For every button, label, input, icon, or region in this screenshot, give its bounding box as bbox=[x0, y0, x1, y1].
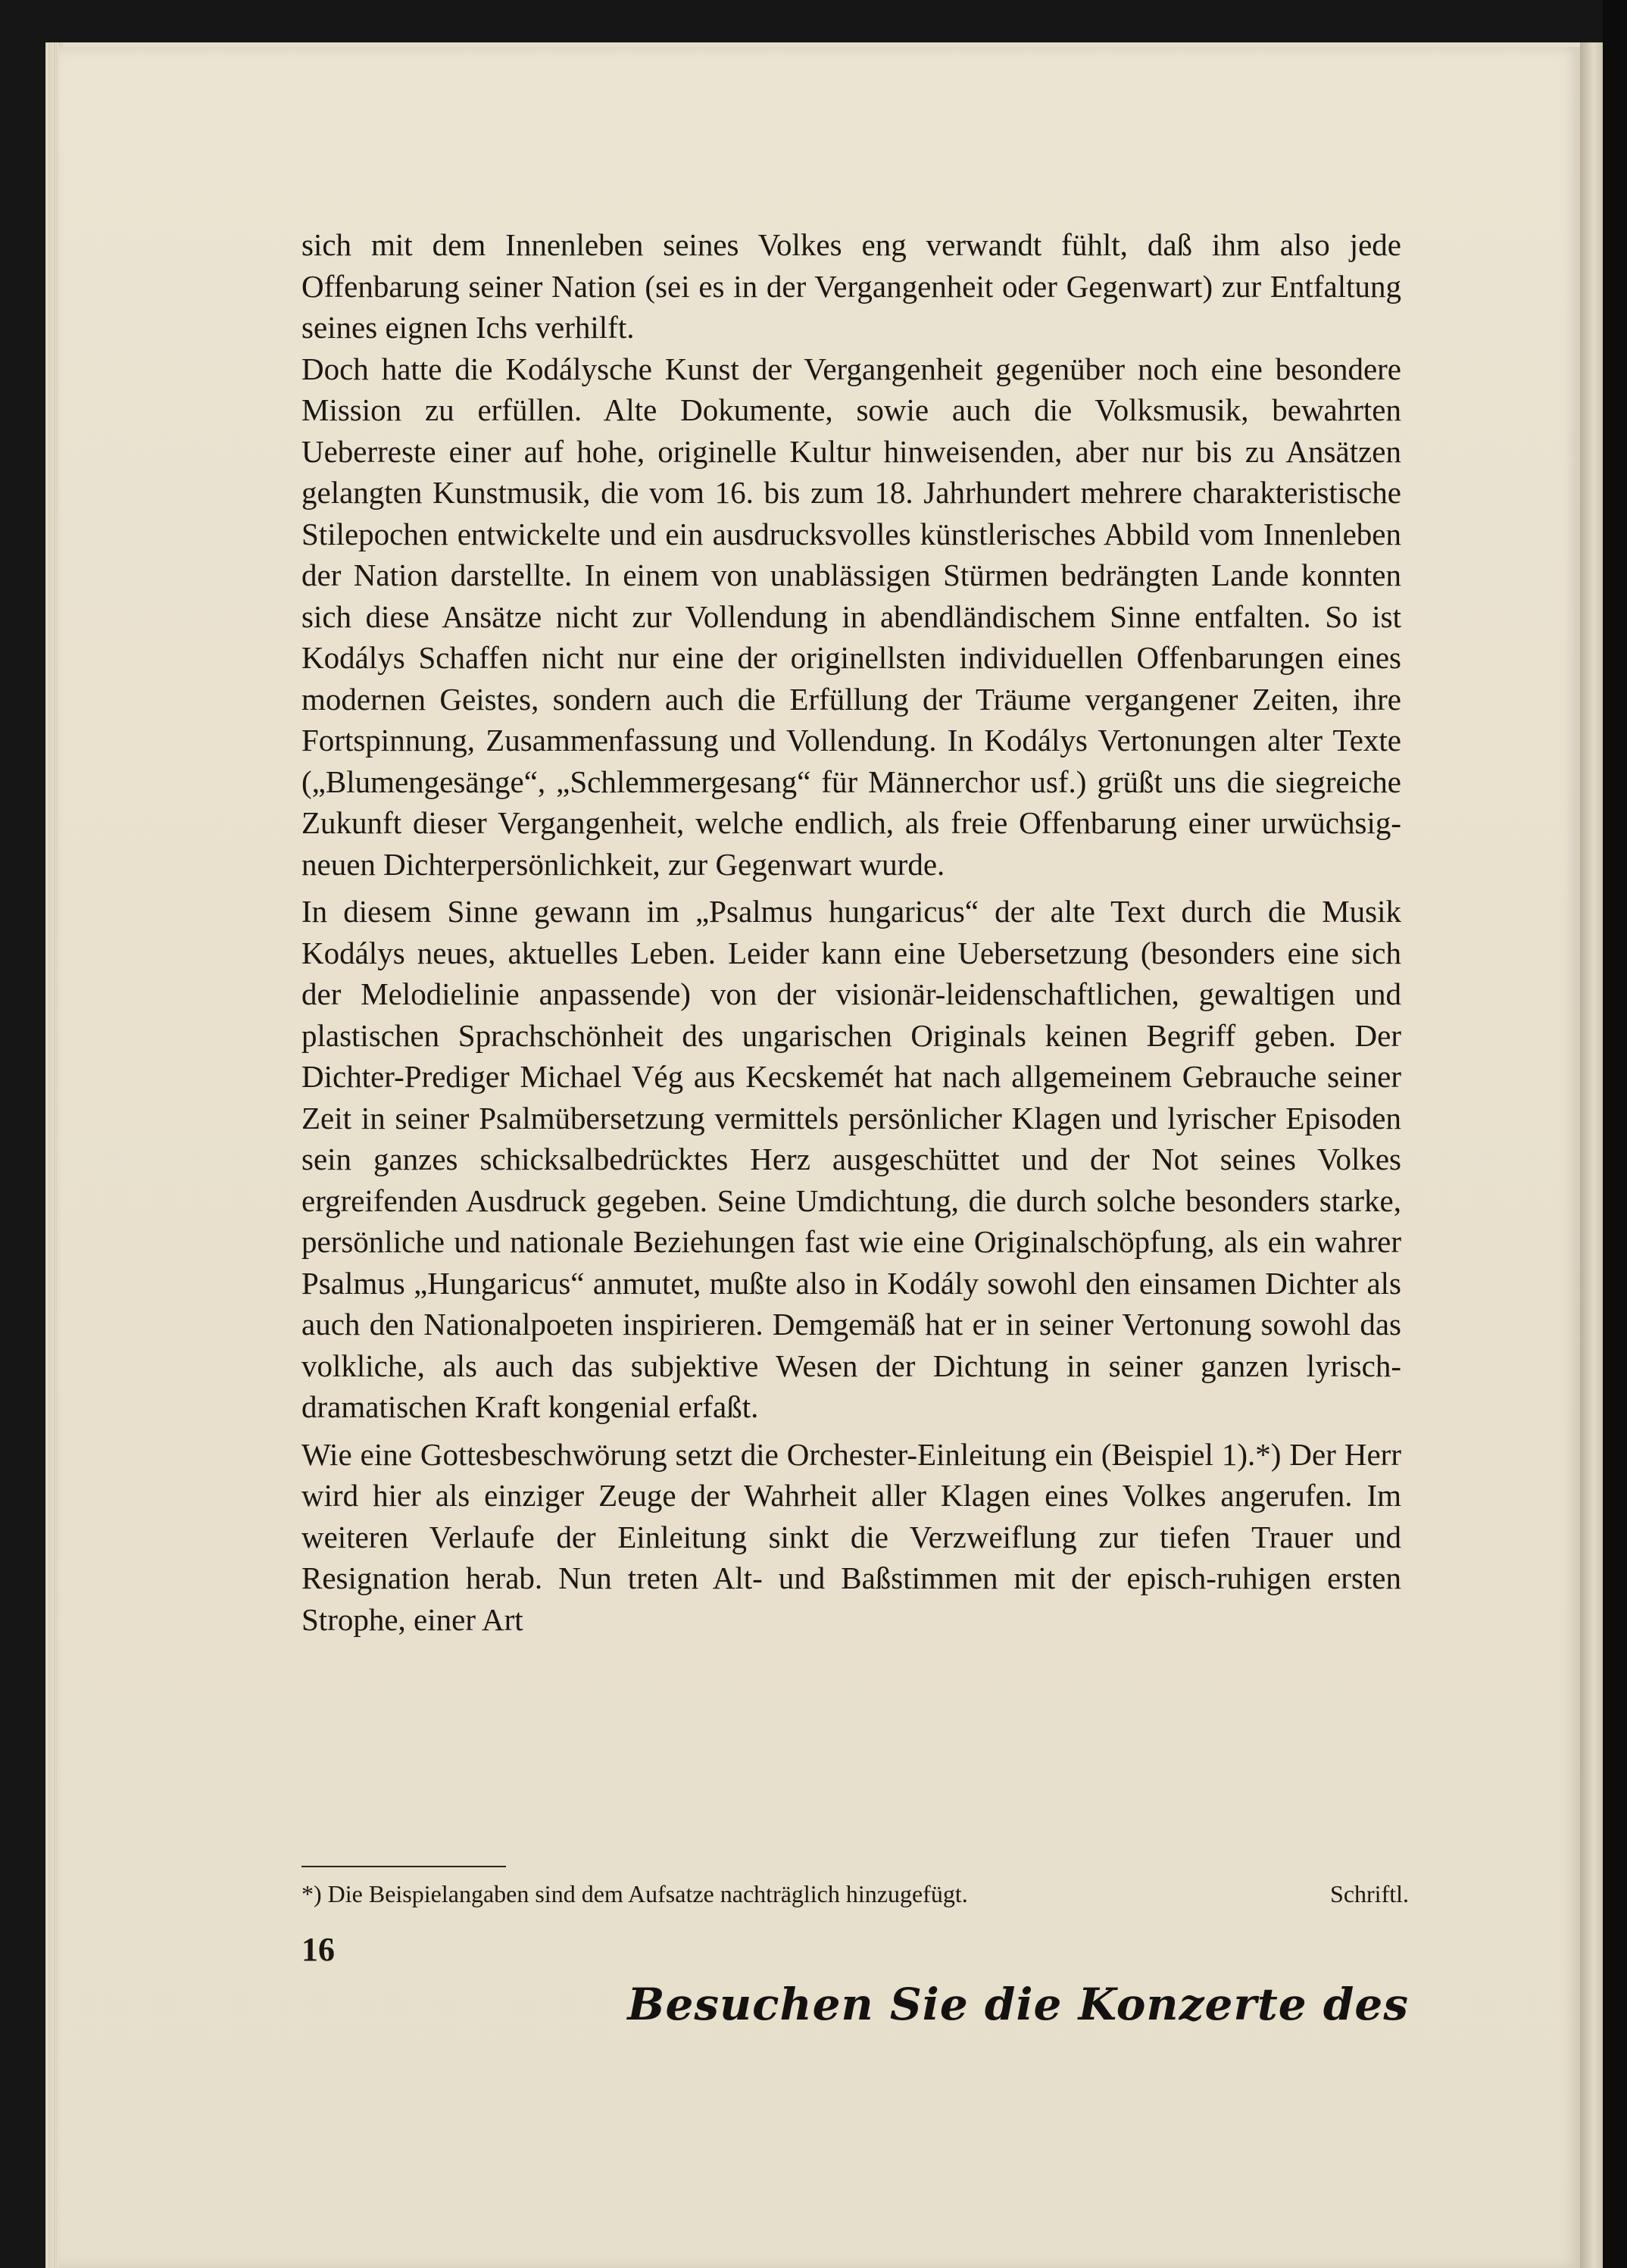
page-number: 16 bbox=[301, 1931, 335, 1968]
paragraph-3: In diesem Sinne gewann im „Psalmus hungaricus“ der alte Text durch die Musik Kodálys neues, aktuelles Leben. Leider kann eine Uebersetzung (besonders eine sich der Melodielinie anpassende) von der visionär-leidenschaftlichen, gewaltigen und plastischen Sprachschönheit des ungarischen Originals keinen Begriff geben. Der Dichter-Prediger Michael Vég aus Kecskemét hat nach allgemeinem Gebrauche seiner Zeit in seiner Psalmübersetzung vermittels persönlicher Klagen und lyrischer Episoden sein ganzes schicksalbedrücktes Herz ausgeschüttet und der Not seines Volkes ergreifenden Ausdruck gegeben. Seine Umdichtung, die durch solche besonders starke, persönliche und nationale Beziehungen fast wie eine Originalschöpfung, als ein wahrer Psalmus „Hungaricus“ anmutet, mußte also in Kodály sowohl den einsamen Dichter als auch den Nationalpoeten inspirieren. Demgemäß hat er in seiner Vertonung sowohl das volkliche, als auch das subjektive Wesen der Dichtung in seiner ganzen lyrisch-dramatischen Kraft kongenial erfaßt. bbox=[301, 894, 1401, 1424]
footnote bbox=[301, 1877, 1409, 1910]
scan-background bbox=[1603, 0, 1627, 2268]
next-page-edge bbox=[1580, 42, 1603, 2268]
advertisement-line: Besuchen Sie die Konzerte des bbox=[627, 1979, 1409, 2030]
footnote-signature: Schriftl. bbox=[1330, 1880, 1409, 1907]
footnote-rule bbox=[301, 1866, 506, 1867]
paragraph-4: Wie eine Gottesbeschwörung setzt die Orchester-Einleitung ein (Beispiel 1).*) Der Herr wird hier als einziger Zeuge der Wahrheit aller Klagen eines Volkes angerufen. Im weiteren Verlaufe der Einleitung sinkt die Verzweiflung zur tiefen Trauer und Resignation herab. Nun treten Alt- und Baßstimmen mit der episch-ruhigen ersten Strophe, einer Art bbox=[301, 1436, 1401, 1637]
body-text bbox=[301, 224, 1401, 1646]
footnote-text: *) Die Beispielangaben sind dem Aufsatze nachträglich hinzugefügt. bbox=[301, 1880, 968, 1907]
paragraph-2: Doch hatte die Kodálysche Kunst der Vergangenheit gegenüber noch eine besondere Mission zu erfüllen. Alte Dokumente, sowie auch die Volksmusik, bewahrten Ueberreste einer auf hohe, originelle Kultur hinweisenden, aber nur bis zu Ansätzen gelangten Kunstmusik, die vom 16. bis zum 18. Jahrhundert mehrere charakteristische Stilepochen entwickelte und ein ausdrucksvolles künstlerisches Abbild vom Innenleben der Nation darstellte. In einem von unablässigen Stürmen bedrängten Lande konnten sich diese Ansätze nicht zur Vollendung in abendländischem Sinne entfalten. So ist Kodálys Schaffen nicht nur eine der originellsten individuellen Offenbarungen eines modernen Geistes, sondern auch die Erfüllung der Träume vergangener Zeiten, ihre Fortspinnung, Zusammenfassung und Vollendung. In Kodálys Vertonungen alter Texte („Blumengesänge“, „Schlemmergesang“ für Männerchor usf.) grüßt uns die siegreiche Zukunft dieser Vergangenheit, welche endlich, als freie Offenbarung einer urwüchsig-neuen Dichterpersönlichkeit, zur Gegenwart wurde. bbox=[301, 351, 1401, 882]
paragraph-1: sich mit dem Innenleben seines Volkes eng verwandt fühlt, daß ihm also jede Offenbarung seiner Nation (sei es in der Vergangenheit oder Gegenwart) zur Entfaltung seines eignen Ichs verhilft. bbox=[301, 227, 1401, 345]
